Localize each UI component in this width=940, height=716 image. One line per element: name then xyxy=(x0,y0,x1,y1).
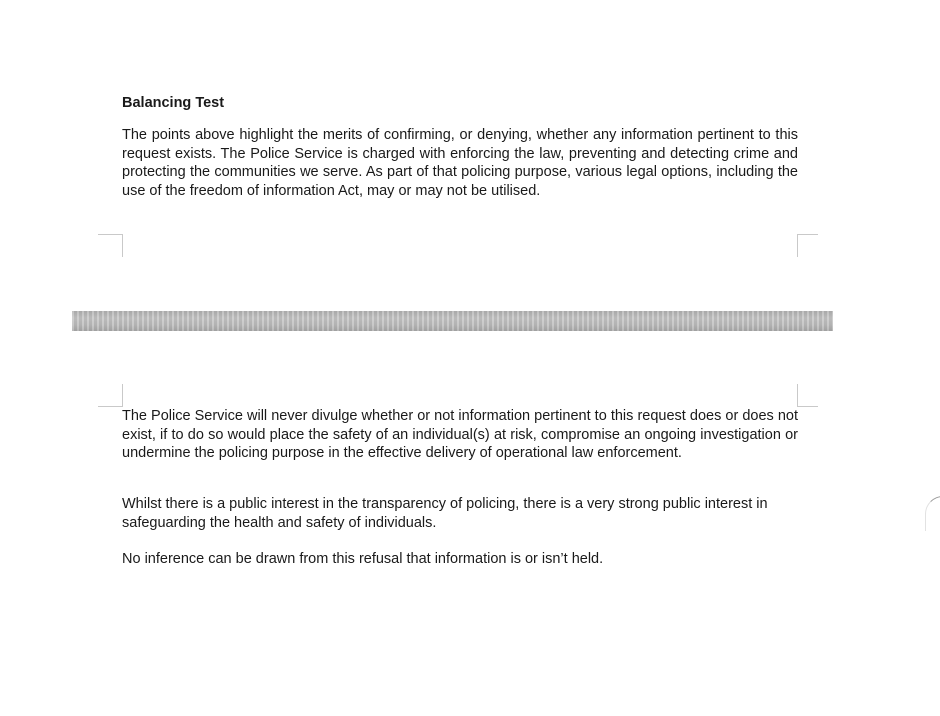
crop-mark-top-right xyxy=(797,234,818,257)
crop-mark-bottom-right xyxy=(797,384,818,407)
crop-mark-top-left xyxy=(98,234,123,257)
scan-edge-mark xyxy=(925,496,940,531)
section-heading: Balancing Test xyxy=(122,95,225,111)
crop-mark-bottom-left xyxy=(98,384,123,407)
page-break-band xyxy=(72,311,833,331)
paragraph-never-divulge: The Police Service will never divulge whether or not information pertinent to this request does or does not exist, if to do so would place the safety of an individual(s) at risk, compromise an ongoing investigation or undermine the policing purpose in the effective delivery of operational law enforcement. xyxy=(122,408,798,461)
paragraph-public-interest: Whilst there is a public interest in the transparency of policing, there is a very strong public interest in safeguarding the health and safety of individuals. xyxy=(122,496,768,531)
paragraph-no-inference: No inference can be drawn from this refusal that information is or isn’t held. xyxy=(122,551,604,567)
paragraph-merits: The points above highlight the merits of confirming, or denying, whether any information pertinent to this request exists. The Police Service is charged with enforcing the law, preventing and detecting crime and protecting the communities we serve. As part of that policing purpose, various legal options, including the use of the freedom of information Act, may or may not be utilised. xyxy=(122,127,798,199)
